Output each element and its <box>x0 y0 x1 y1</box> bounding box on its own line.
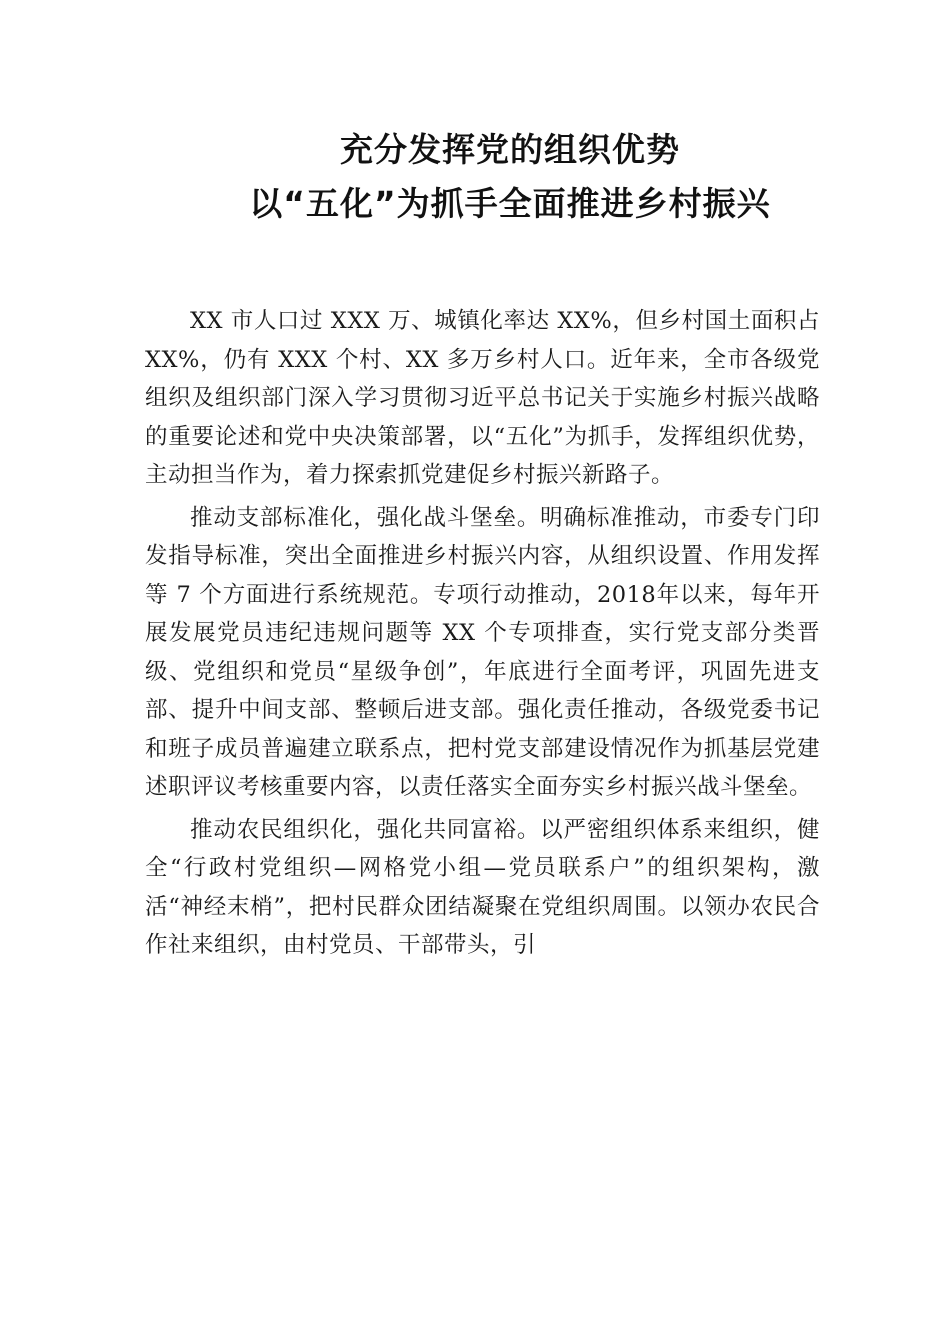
paragraph-1: XX 市人口过 XXX 万、城镇化率达 XX%，但乡村国土面积占 XX%，仍有 XXX 个村、XX 多万乡村人口。近年来，全市各级党组织及组织部门深入学习贯彻习近平总书记关于实施乡村振兴战略的重要论述和党中央决策部署，以“五化”为抓手，发挥组织优势，主动担当作为，着力探索抓党建促乡村振兴新路子。 <box>145 308 820 488</box>
document-title-line-1: 充分发挥党的组织优势 <box>340 130 680 169</box>
paragraph-3: 推动农民组织化，强化共同富裕。以严密组织体系来组织，健全“行政村党组织—网格党小组—党员联系户”的组织架构，激活“神经末梢”，把村民群众团结凝聚在党组织周围。以领办农民合作社来组织，由村党员、干部带头，引 <box>145 816 820 958</box>
document-body <box>145 302 820 969</box>
document-title-line-2: 以“五化”为抓手全面推进乡村振兴 <box>249 184 771 223</box>
paragraph-2: 推动支部标准化，强化战斗堡垒。明确标准推动，市委专门印发指导标准，突出全面推进乡村振兴内容，从组织设置、作用发挥等 7 个方面进行系统规范。专项行动推动，2018年以来，每年开展发展党员违纪违规问题等 XX 个专项排查，实行党支部分类晋级、党组织和党员“星级争创”，年底进行全面考评，巩固先进支部、提升中间支部、整顿后进支部。强化责任推动，各级党委书记和班子成员普遍建立联系点，把村党支部建设情况作为抓基层党建述职评议考核重要内容，以责任落实全面夯实乡村振兴战斗堡垒。 <box>145 504 820 800</box>
